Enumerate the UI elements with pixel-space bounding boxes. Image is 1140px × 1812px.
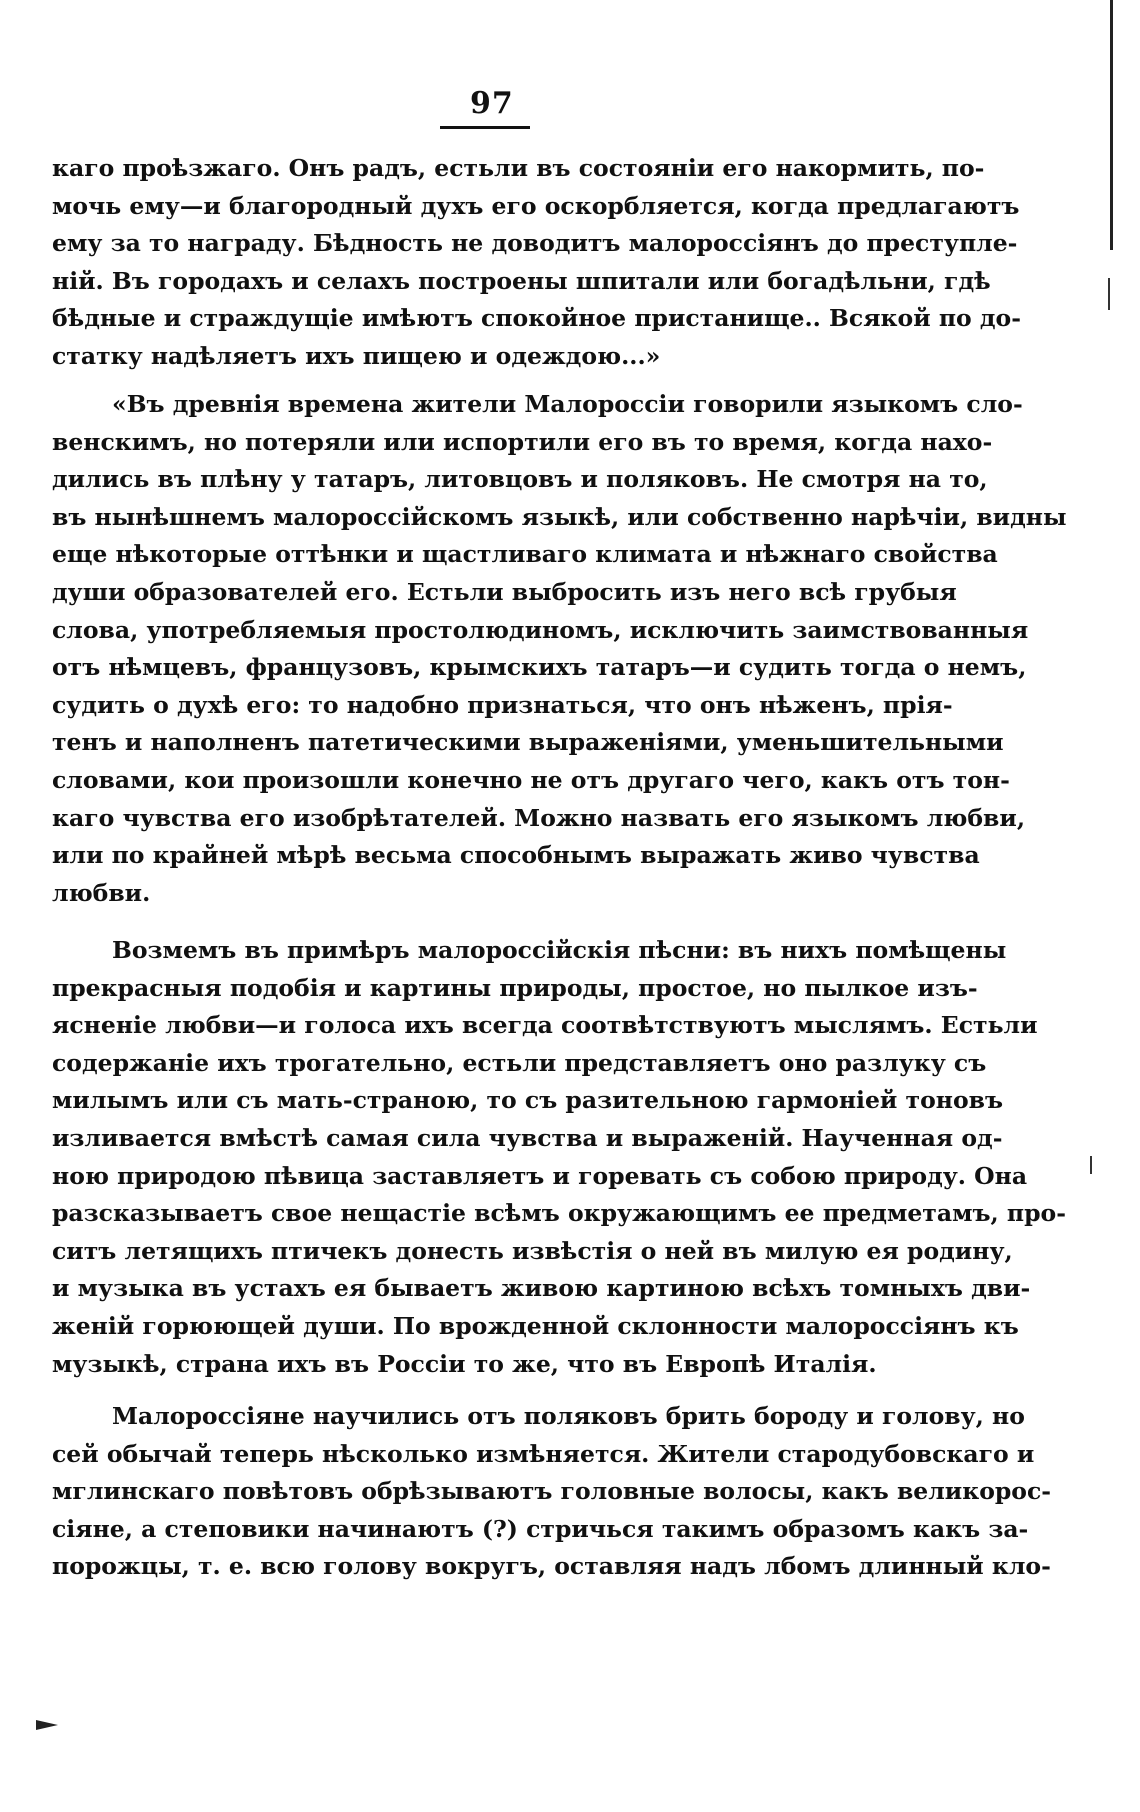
paragraph-2 — [52, 386, 1067, 912]
text-line: разсказываетъ свое нещастіе всѣмъ окружающимъ ее предметамъ, про- — [52, 1199, 1066, 1228]
text-line: ситъ летящихъ птичекъ донесть извѣстія о ней въ милую ея родину, — [52, 1236, 1013, 1265]
scan-edge-line — [1110, 0, 1113, 250]
text-line: венскимъ, но потеряли или испортили его въ то время, когда нахо- — [52, 427, 993, 456]
text-line: бѣдные и страждущіе имѣютъ спокойное пристанище.. Всякой по до- — [52, 304, 1021, 333]
paragraph-3 — [52, 932, 1066, 1383]
text-line: отъ нѣмцевъ, французовъ, крымскихъ татаръ—и судить тогда о немъ, — [52, 653, 1027, 682]
margin-tick — [1090, 1156, 1092, 1174]
text-line: прекрасныя подобія и картины природы, простое, но пылкое изъ- — [52, 973, 978, 1002]
paragraph-1 — [52, 150, 1021, 376]
text-line: дились въ плѣну у татаръ, литовцовъ и поляковъ. Не смотря на то, — [52, 465, 988, 494]
text-line: порожцы, т. е. всю голову вокругъ, оставляя надъ лбомъ длинный кло- — [52, 1552, 1051, 1581]
text-line: музыкѣ, страна ихъ въ Россіи то же, что въ Европѣ Италія. — [52, 1349, 877, 1378]
text-line: ему за то награду. Бѣдность не доводитъ малороссіянъ до преступле- — [52, 229, 1018, 258]
text-line: еще нѣкоторые оттѣнки и щастливаго климата и нѣжнаго свойства — [52, 540, 998, 569]
text-line: изливается вмѣстѣ самая сила чувства и выраженій. Наученная од- — [52, 1123, 1003, 1152]
text-line: словами, кои произошли конечно не отъ другаго чего, какъ отъ тон- — [52, 765, 1010, 794]
corner-arrow-icon — [36, 1720, 58, 1730]
text-line: каго проѣзжаго. Онъ радъ, естьли въ состояніи его накормить, по- — [52, 154, 985, 182]
text-line: и музыка въ устахъ ея бываетъ живою картиною всѣхъ томныхъ дви- — [52, 1274, 1031, 1303]
text-line: Возмемъ въ примѣръ малороссійскія пѣсни: въ нихъ помѣщены — [112, 936, 1007, 964]
text-line: «Въ древнія времена жители Малороссіи говорили языкомъ сло- — [112, 390, 1023, 418]
text-line: ній. Въ городахъ и селахъ построены шпитали или богадѣльни, гдѣ — [52, 266, 991, 295]
paragraph-4 — [52, 1398, 1052, 1586]
margin-tick — [1108, 278, 1110, 310]
page-number-underline — [440, 126, 530, 129]
text-line: ною природою пѣвица заставляетъ и горевать съ собою природу. Она — [52, 1161, 1028, 1190]
text-line: или по крайней мѣрѣ весьма способнымъ выражать живо чувства — [52, 841, 980, 870]
text-line: сіяне, а степовики начинаютъ (?) стричься такимъ образомъ какъ за- — [52, 1514, 1029, 1543]
text-line: каго чувства его изобрѣтателей. Можно назвать его языкомъ любви, — [52, 803, 1026, 832]
text-line: сей обычай теперь нѣсколько измѣняется. Жители стародубовскаго и — [52, 1439, 1035, 1468]
text-line: статку надѣляетъ ихъ пищею и одеждою...» — [52, 341, 661, 370]
text-line: женій горюющей души. По врожденной склонности малороссіянъ къ — [52, 1311, 1019, 1340]
text-line: милымъ или съ мать-страною, то съ разительною гармоніей тоновъ — [52, 1086, 1003, 1115]
text-line: слова, употребляемыя простолюдиномъ, исключить заимствованныя — [52, 615, 1029, 644]
text-line: судить о духѣ его: то надобно признаться, что онъ нѣженъ, прія- — [52, 690, 953, 719]
text-line: Малороссіяне научились отъ поляковъ брить бороду и голову, но — [112, 1402, 1025, 1430]
text-line: мочь ему—и благородный духъ его оскорбляется, когда предлагаютъ — [52, 191, 1020, 220]
text-line: любви. — [52, 878, 151, 907]
text-line: содержаніе ихъ трогательно, естьли представляетъ оно разлуку съ — [52, 1048, 987, 1077]
text-line: души образователей его. Естьли выбросить изъ него всѣ грубыя — [52, 577, 957, 606]
text-line: ясненіе любви—и голоса ихъ всегда соотвѣтствуютъ мыслямъ. Естьли — [52, 1011, 1038, 1040]
text-line: тенъ и наполненъ патетическими выраженіями, уменьшительными — [52, 728, 1004, 757]
text-line: въ нынѣшнемъ малороссійскомъ языкѣ, или собственно нарѣчіи, видны — [52, 502, 1067, 531]
text-line: мглинскаго повѣтовъ обрѣзываютъ головные волосы, какъ великорос- — [52, 1477, 1052, 1506]
page-number: 97 — [470, 86, 514, 121]
